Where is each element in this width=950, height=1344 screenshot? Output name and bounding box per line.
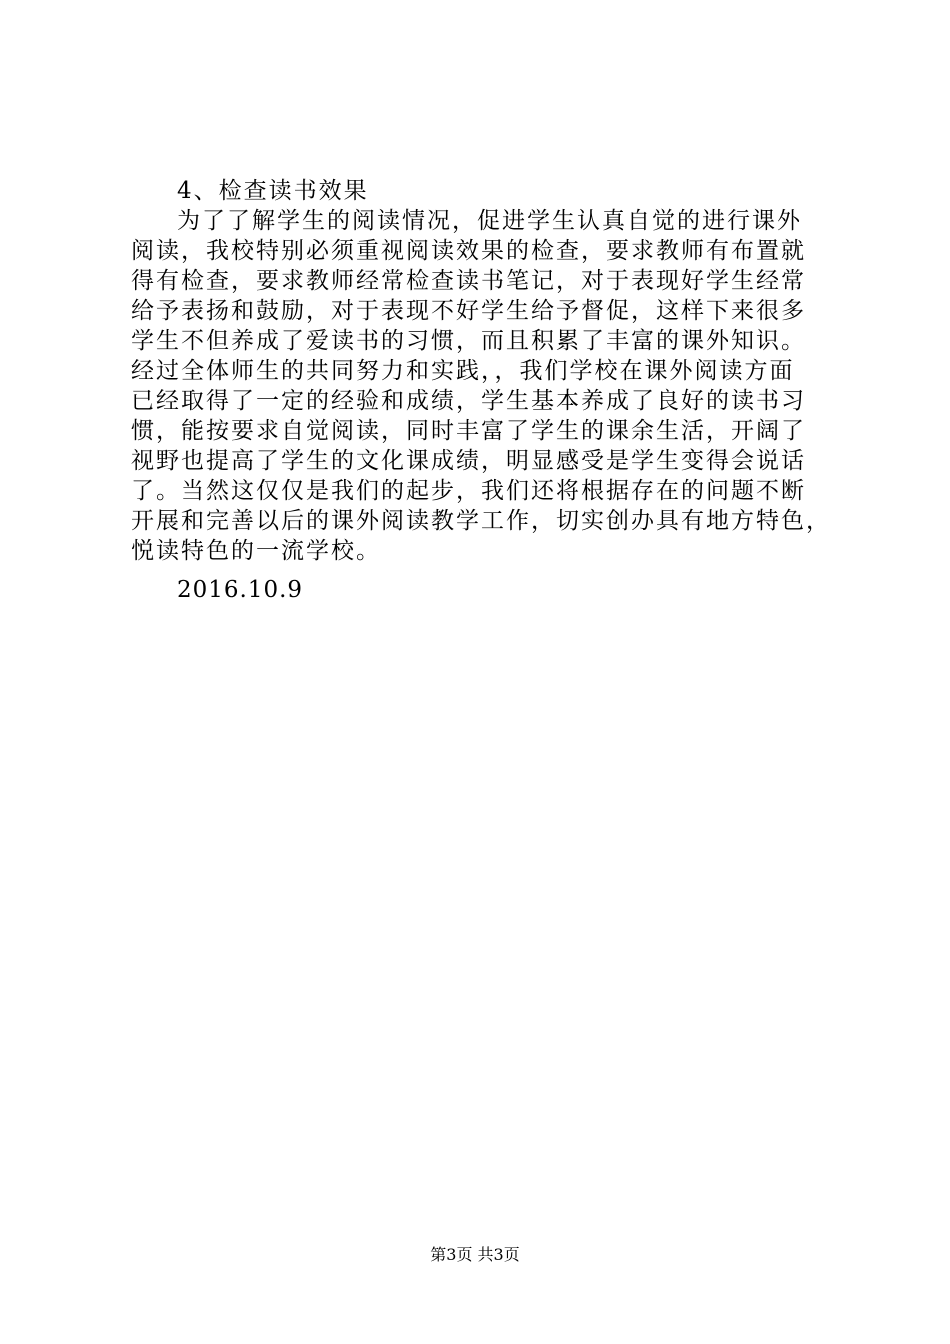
paragraph-line: 悦读特色的一流学校。 <box>131 538 381 564</box>
paragraph-line: 视野也提高了学生的文化课成绩，明显感受是学生变得会说话 <box>131 448 806 474</box>
paragraph-line: 开展和完善以后的课外阅读教学工作，切实创办具有地方特色， <box>131 508 831 534</box>
paragraph-line: 经过全体师生的共同努力和实践，，我们学校在课外阅读方面 <box>131 358 795 384</box>
paragraph-line: 得有检查，要求教师经常检查读书笔记，对于表现好学生经常 <box>131 268 806 294</box>
section-heading: 4、检查读书效果 <box>177 178 369 204</box>
paragraph-line: 给予表扬和鼓励，对于表现不好学生给予督促，这样下来很多 <box>131 298 806 324</box>
page-footer: 第3页 共3页 <box>430 1245 520 1264</box>
paragraph-line: 为了了解学生的阅读情况，促进学生认真自觉的进行课外 <box>177 208 802 234</box>
paragraph-line: 阅读，我校特别必须重视阅读效果的检查，要求教师有布置就 <box>131 238 806 264</box>
paragraph-line: 了。当然这仅仅是我们的起步，我们还将根据存在的问题不断 <box>131 478 806 504</box>
paragraph-line: 已经取得了一定的经验和成绩，学生基本养成了良好的读书习 <box>131 388 806 414</box>
document-date: 2016.10.9 <box>177 577 304 603</box>
paragraph-line: 学生不但养成了爱读书的习惯，而且积累了丰富的课外知识。 <box>131 328 806 354</box>
paragraph-line: 惯，能按要求自觉阅读，同时丰富了学生的课余生活，开阔了 <box>131 418 806 444</box>
